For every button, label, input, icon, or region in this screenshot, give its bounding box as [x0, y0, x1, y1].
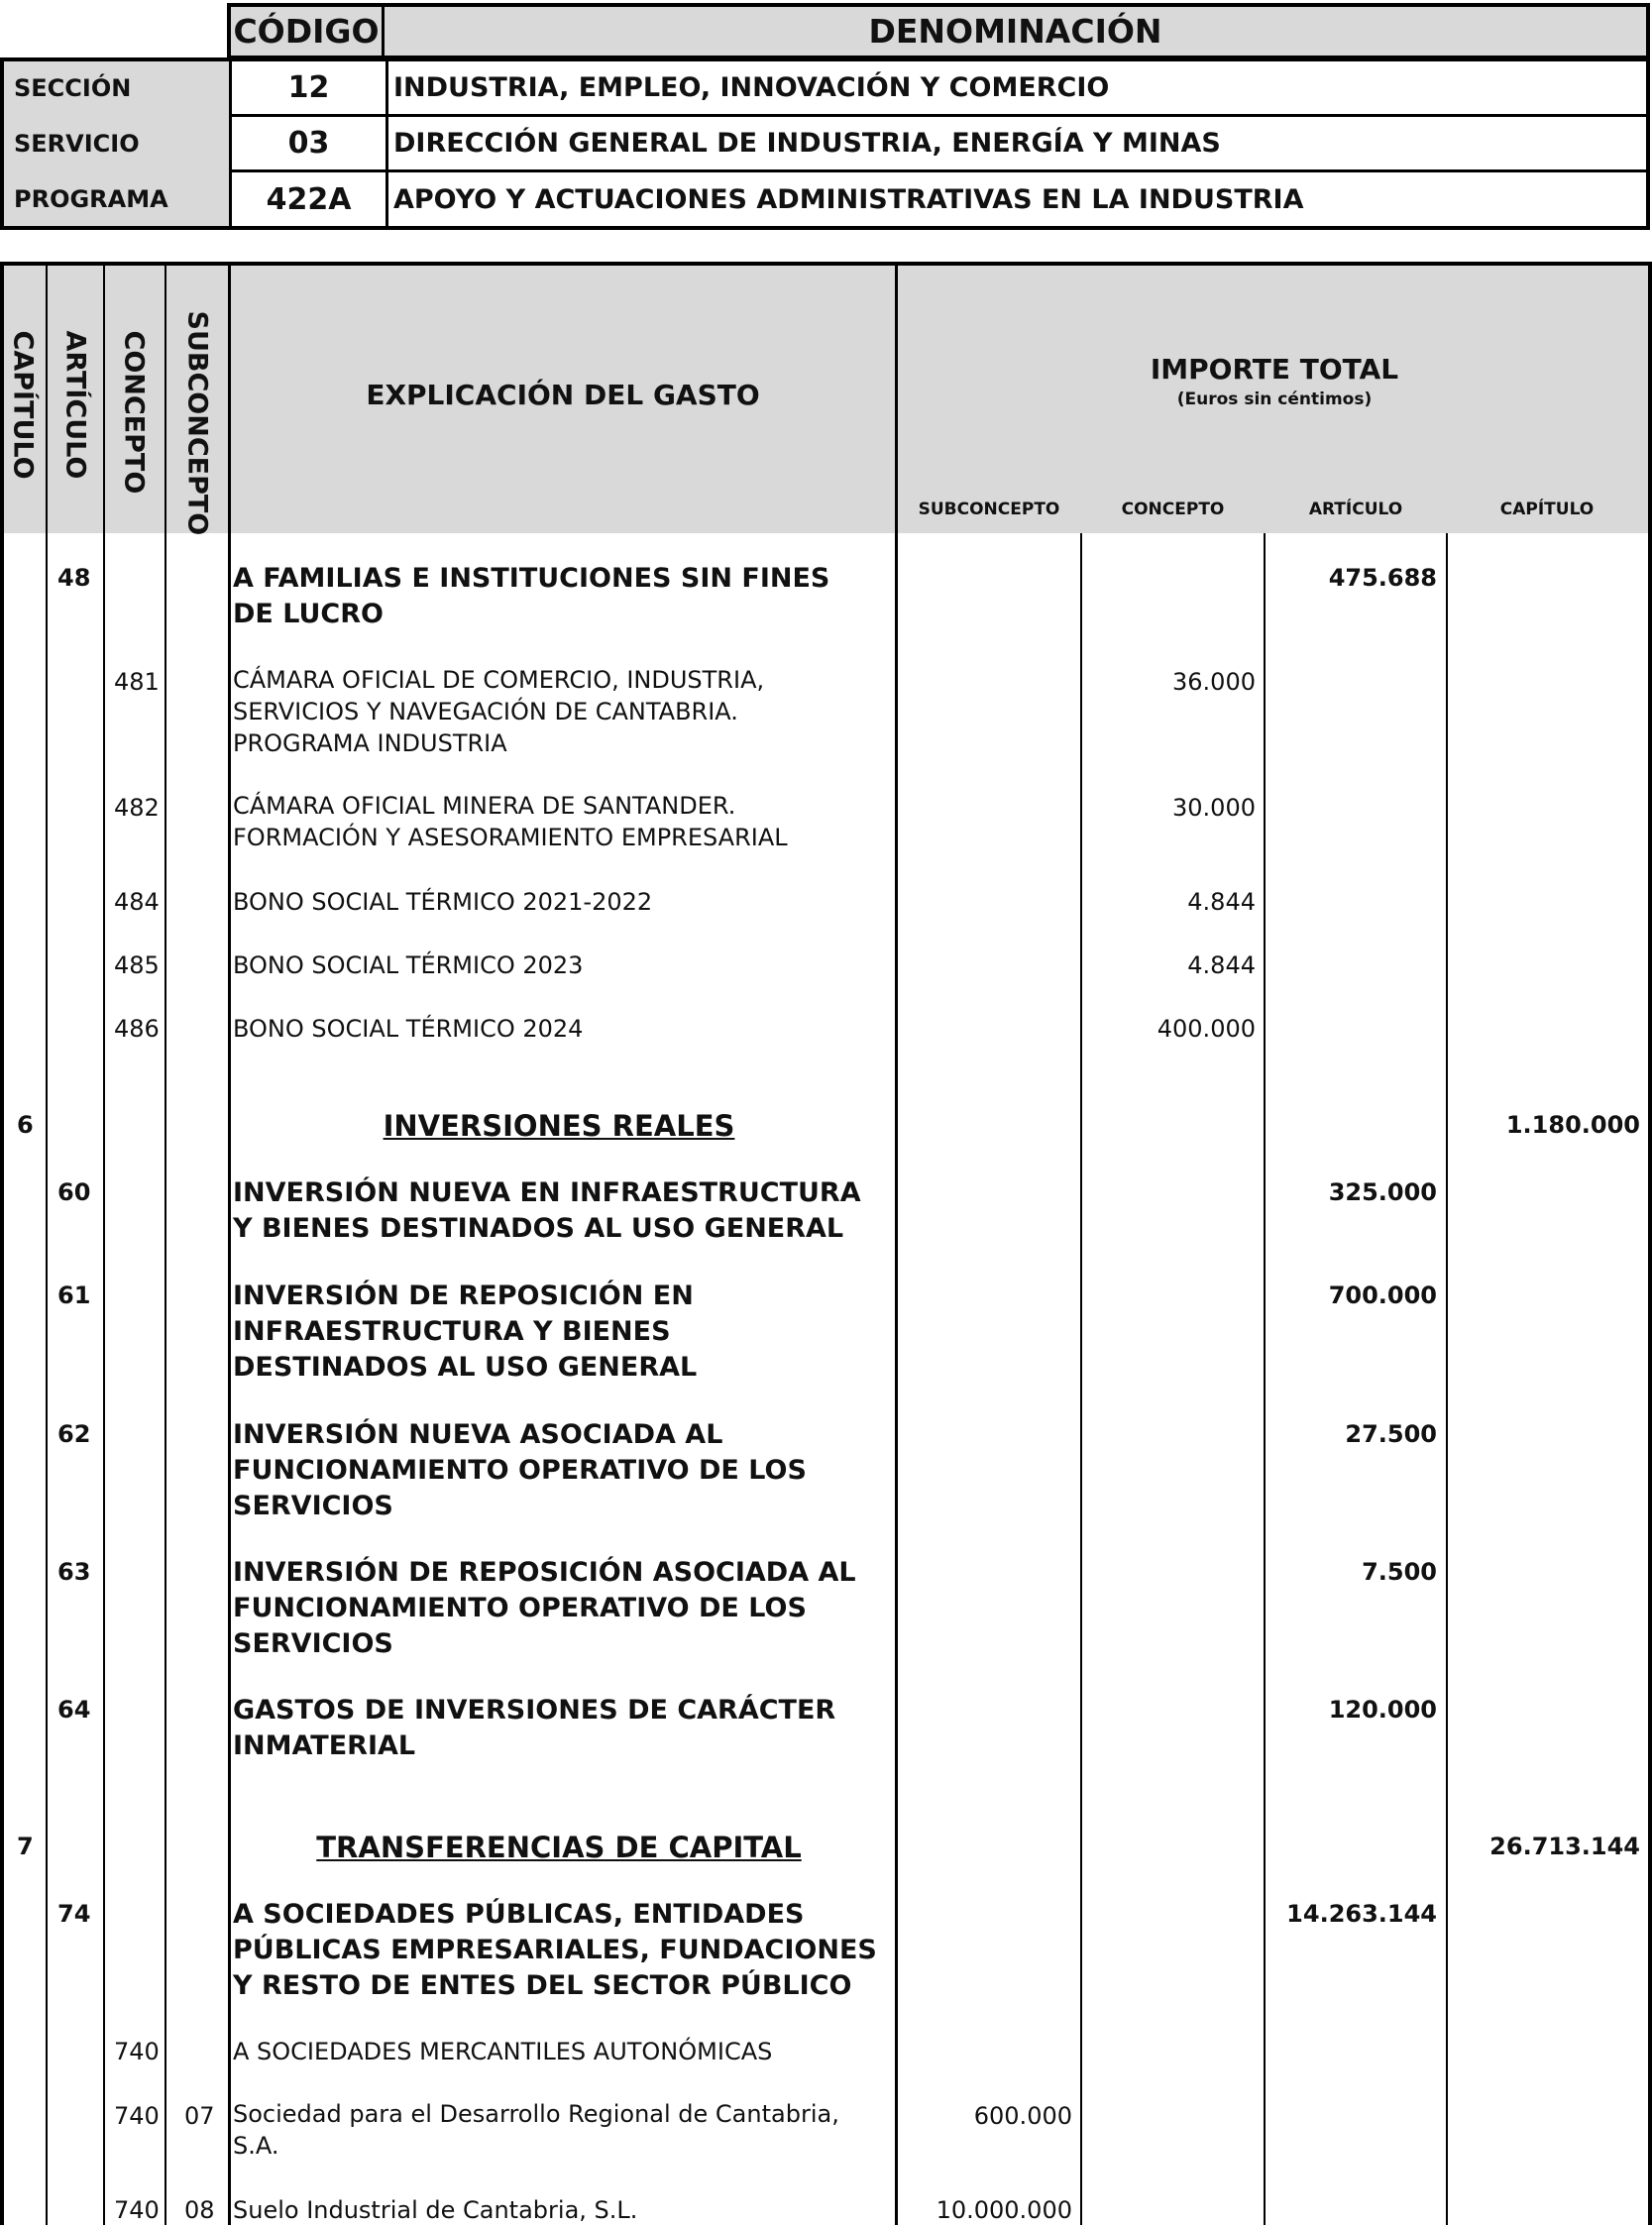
row-7-amount: 26.713.144	[1489, 1833, 1640, 1860]
row-74008-subconcepto: 08	[184, 2196, 215, 2224]
row-6-capitulo: 6	[17, 1111, 34, 1139]
col-subconcepto: SUBCONCEPTO	[181, 310, 213, 536]
programa-name: APOYO Y ACTUACIONES ADMINISTRATIVAS EN LA INDUSTRIA	[393, 183, 1304, 215]
row-482-amount: 30.000	[1172, 794, 1256, 822]
row-74007-amount: 600.000	[973, 2102, 1072, 2130]
row-61-text: INVERSIÓN DE REPOSICIÓN EN INFRAESTRUCTURA Y BIENES DESTINADOS AL USO GENERAL	[233, 1281, 698, 1383]
row-64-articulo: 64	[57, 1696, 91, 1724]
row-61-articulo: 61	[57, 1281, 91, 1309]
row-48-articulo: 48	[57, 564, 91, 592]
row-482-concepto: 482	[114, 794, 160, 822]
row-7-capitulo: 7	[17, 1833, 34, 1860]
row-63-text: INVERSIÓN DE REPOSICIÓN ASOCIADA AL FUNCIONAMIENTO OPERATIVO DE LOS SERVICIOS	[233, 1557, 856, 1659]
row-62-amount: 27.500	[1345, 1420, 1437, 1448]
row-484-text: BONO SOCIAL TÉRMICO 2021-2022	[233, 888, 653, 916]
programa-code: 422A	[266, 181, 352, 217]
row-48-amount: 475.688	[1328, 564, 1437, 592]
seccion-code: 12	[287, 70, 330, 105]
row-486-text: BONO SOCIAL TÉRMICO 2024	[233, 1015, 584, 1043]
servicio-code: 03	[287, 126, 330, 161]
row-485-text: BONO SOCIAL TÉRMICO 2023	[233, 951, 584, 979]
col-sub-capitulo: CAPÍTULO	[1499, 500, 1595, 519]
codigo-header	[227, 3, 385, 59]
row-740-text: A SOCIEDADES MERCANTILES AUTONÓMICAS	[233, 2038, 773, 2065]
denominacion-label: DENOMINACIÓN	[868, 12, 1162, 51]
col-capitulo: CAPÍTULO	[7, 330, 39, 480]
row-74007-text: Sociedad para el Desarrollo Regional de Cantabria, S.A.	[233, 2100, 839, 2160]
header-rows	[0, 57, 1650, 230]
row-484-amount: 4.844	[1187, 888, 1256, 916]
row-484-concepto: 484	[114, 888, 160, 916]
row-6-text: INVERSIONES REALES	[383, 1109, 735, 1143]
row-74008-text: Suelo Industrial de Cantabria, S.L.	[233, 2196, 638, 2224]
row-64-text: GASTOS DE INVERSIONES DE CARÁCTER INMATERIAL	[233, 1695, 836, 1761]
row-481-concepto: 481	[114, 668, 160, 696]
row-485-concepto: 485	[114, 951, 160, 979]
row-74-amount: 14.263.144	[1286, 1900, 1437, 1928]
row-64-amount: 120.000	[1328, 1696, 1437, 1724]
col-importe-note: (Euros sin céntimos)	[1176, 390, 1373, 409]
denominacion-header	[382, 3, 1650, 59]
seccion-name: INDUSTRIA, EMPLEO, INNOVACIÓN Y COMERCIO	[393, 72, 1110, 103]
row-74007-subconcepto: 07	[184, 2102, 215, 2130]
row-60-amount: 325.000	[1328, 1178, 1437, 1206]
row-74007-concepto: 740	[114, 2102, 160, 2130]
col-concepto: CONCEPTO	[118, 330, 150, 495]
servicio-name: DIRECCIÓN GENERAL DE INDUSTRIA, ENERGÍA Y MINAS	[393, 128, 1221, 159]
row-62-articulo: 62	[57, 1420, 91, 1448]
col-explicacion: EXPLICACIÓN DEL GASTO	[366, 378, 760, 411]
seccion-label: SECCIÓN	[14, 73, 132, 102]
row-63-amount: 7.500	[1362, 1558, 1437, 1586]
row-481-amount: 36.000	[1172, 668, 1256, 696]
servicio-label: SERVICIO	[14, 129, 140, 158]
row-740-concepto: 740	[114, 2038, 160, 2065]
row-62-text: INVERSIÓN NUEVA ASOCIADA AL FUNCIONAMIENTO OPERATIVO DE LOS SERVICIOS	[233, 1419, 807, 1521]
row-74008-amount: 10.000.000	[936, 2196, 1072, 2224]
col-sub-concepto: CONCEPTO	[1121, 500, 1225, 519]
row-60-articulo: 60	[57, 1178, 91, 1206]
row-486-concepto: 486	[114, 1015, 160, 1043]
row-485-amount: 4.844	[1187, 951, 1256, 979]
row-74-articulo: 74	[57, 1900, 91, 1928]
col-importe-total: IMPORTE TOTAL	[1150, 353, 1399, 386]
row-486-amount: 400.000	[1156, 1015, 1256, 1043]
row-6-amount: 1.180.000	[1505, 1111, 1640, 1139]
programa-label: PROGRAMA	[14, 185, 168, 213]
row-60-text: INVERSIÓN NUEVA EN INFRAESTRUCTURA Y BIENES DESTINADOS AL USO GENERAL	[233, 1177, 861, 1244]
col-articulo: ARTÍCULO	[59, 330, 91, 480]
row-482-text: CÁMARA OFICIAL MINERA DE SANTANDER. FORMACIÓN Y ASESORAMIENTO EMPRESARIAL	[233, 792, 788, 851]
row-61-amount: 700.000	[1328, 1281, 1437, 1309]
col-sub-subconcepto: SUBCONCEPTO	[918, 500, 1060, 519]
row-7-text: TRANSFERENCIAS DE CAPITAL	[316, 1831, 802, 1864]
row-74-text: A SOCIEDADES PÚBLICAS, ENTIDADES PÚBLICAS EMPRESARIALES, FUNDACIONES Y RESTO DE ENTES DEL SECTOR PÚBLICO	[233, 1899, 877, 2001]
row-48-text: A FAMILIAS E INSTITUCIONES SIN FINES DE LUCRO	[233, 563, 830, 629]
col-sub-articulo: ARTÍCULO	[1308, 500, 1403, 519]
row-481-text: CÁMARA OFICIAL DE COMERCIO, INDUSTRIA, SERVICIOS Y NAVEGACIÓN DE CANTABRIA. PROGRAMA INDUSTRIA	[233, 666, 765, 757]
row-74008-concepto: 740	[114, 2196, 160, 2224]
row-63-articulo: 63	[57, 1558, 91, 1586]
codigo-label: CÓDIGO	[233, 12, 380, 51]
header-box	[0, 0, 1652, 230]
